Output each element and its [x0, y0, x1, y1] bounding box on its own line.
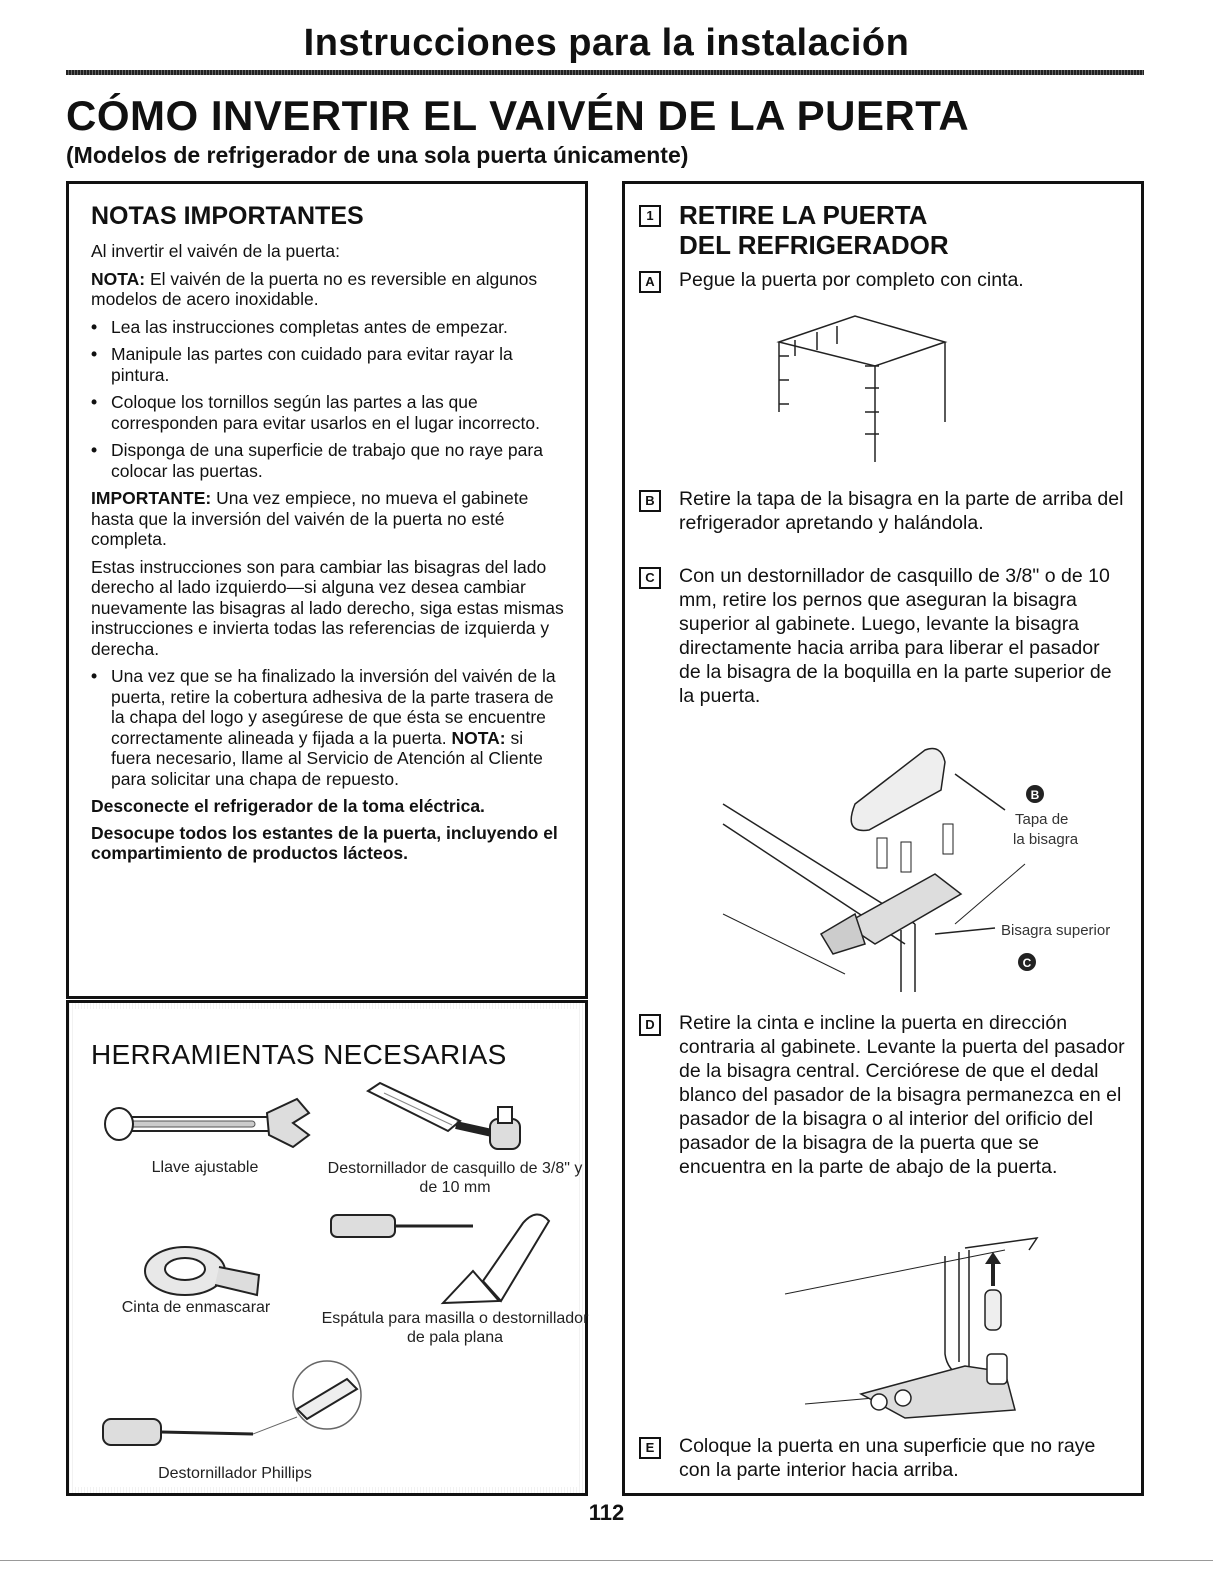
nut-driver-icon	[360, 1081, 540, 1161]
subtitle: (Modelos de refrigerador de una sola puerta únicamente)	[66, 142, 689, 168]
substep-letter: A	[639, 271, 661, 293]
importante-text: Una vez empiece, no mueva el gabinete hasta que la inversión del vaivén de la puerta no esté completa.	[91, 488, 529, 549]
substep-letter: D	[639, 1014, 661, 1036]
main-title: CÓMO INVERTIR EL VAIVÉN DE LA PUERTA	[66, 92, 970, 139]
substep-text: Con un destornillador de casquillo de 3/8" o de 10 mm, retire los pernos que aseguran la bisagra superior al gabinete. Luego, levante la bisagra directamente hacia arriba para liberar el pasador de la bisagra de la boquilla en la parte superior de la puerta.	[679, 565, 1112, 707]
putty-knife-icon	[323, 1201, 553, 1311]
notes-nota	[91, 269, 567, 310]
bullet-text: Lea las instrucciones completas antes de empezar.	[111, 316, 508, 337]
step-number: 1	[639, 205, 661, 227]
list-item: • Coloque los tornillos según las partes a las que corresponden para evitar usarlos en el lugar incorrecto.	[91, 392, 567, 433]
steps-box	[622, 181, 1144, 1496]
bullet-text: si fuera necesario, llame al Servicio de Atención al Cliente para solicitar una chapa de repuesto.	[111, 727, 543, 789]
nota-label: NOTA:	[91, 268, 146, 289]
importante-label: IMPORTANTE:	[91, 488, 212, 508]
step-heading-line1: RETIRE LA PUERTA	[679, 200, 928, 230]
step-heading-line2: DEL REFRIGERADOR	[679, 230, 949, 260]
tools-box	[66, 1000, 588, 1496]
section-title: Instrucciones para la instalación	[303, 22, 910, 64]
notes-intro: Al invertir el vaivén de la puerta:	[91, 241, 341, 261]
important-notes-box	[66, 181, 588, 999]
putty-knife-label: Espátula para masilla o destornillador de pala plana	[321, 1310, 589, 1346]
phillips-label: Destornillador Phillips	[158, 1465, 312, 1482]
list-item: • Una vez que se ha finalizado la inversión del vaivén de la puerta, retire la cobertura adhesiva de la parte trasera de la chapa del logo y asegúrese de que ésta se encuentre correctamente alineada y fijada a la puerta. NOTA: si fuera necesario, llame al Servicio de Atención al Cliente para solicitar una chapa de repuesto.	[91, 666, 556, 789]
notes-paragraph: Estas instrucciones son para cambiar las bisagras del lado derecho al lado izquierdo—si alguna vez desea cambiar nuevamente las bisagras al lado derecho, siga estas mismas instrucciones e invierta todas las referencias de izquierda y derecha.	[91, 556, 564, 659]
title-rule	[66, 70, 1144, 75]
diagram-label-top-hinge: Bisagra superior	[1001, 922, 1111, 939]
tape-label: Cinta de enmascarar	[121, 1299, 271, 1316]
substep-d	[639, 1011, 1125, 1179]
diagram-label-hinge-cap-1: Tapa de	[1015, 811, 1069, 828]
bullet-text: Coloque los tornillos según las partes a las que corresponden para evitar usarlos en el lugar incorrecto.	[111, 392, 540, 433]
nut-driver-label: Destornillador de casquillo de 3/8" y de 10 mm	[327, 1160, 583, 1196]
substep-c	[639, 564, 1125, 708]
substep-letter: C	[639, 567, 661, 589]
bottom-rule	[0, 1560, 1213, 1561]
nota-text: El vaivén de la puerta no es reversible en algunos modelos de acero inoxidable.	[91, 268, 538, 309]
door-pin-diagram	[765, 1234, 1075, 1424]
notes-heading: NOTAS IMPORTANTES	[91, 202, 364, 230]
substep-text: Pegue la puerta por completo con cinta.	[679, 269, 1024, 291]
warning-empty-shelves: Desocupe todos los estantes de la puerta, incluyendo el compartimiento de productos lácteos.	[91, 822, 558, 863]
notes-importante	[91, 488, 567, 550]
nota-label: NOTA:	[451, 727, 506, 748]
substep-letter: E	[639, 1437, 661, 1459]
step-1-heading	[639, 200, 1125, 260]
bullet-text: Disponga de una superficie de trabajo que no raye para colocar las puertas.	[111, 440, 543, 481]
substep-text: Retire la cinta e incline la puerta en dirección contraria al gabinete. Levante la puerta del pasador de la bisagra central. Cerciórese de que el dedal blanco del pasador de la bisagra permanezca en el pasador de la bisagra o al interior del orificio del pasador de la bisagra de la puerta que se encuentra en la parte de abajo de la puerta.	[679, 1012, 1125, 1178]
diagram-callout-c: C	[1022, 956, 1032, 970]
substep-text: Coloque la puerta en una superficie que no raye con la parte interior hacia arriba.	[679, 1435, 1096, 1481]
taped-door-diagram	[765, 312, 965, 462]
substep-letter: B	[639, 490, 661, 512]
top-hinge-diagram	[705, 744, 1145, 994]
substep-text: Retire la tapa de la bisagra en la parte de arriba del refrigerador apretando y halándola.	[679, 488, 1124, 534]
substep-a	[639, 268, 1125, 293]
list-item: • Manipule las partes con cuidado para evitar rayar la pintura.	[91, 344, 567, 385]
diagram-callout-b: B	[1030, 788, 1040, 802]
list-item: • Disponga de una superficie de trabajo que no raye para colocar las puertas.	[91, 440, 567, 481]
bullet-text: Una vez que se ha finalizado la inversión del vaivén de la puerta, retire la cobertura adhesiva de la parte trasera de la chapa del logo y asegúrese de que ésta se encuentre correctamente alineada y fijada a la puerta.	[111, 666, 556, 748]
warning-unplug: Desconecte el refrigerador de la toma eléctrica.	[91, 796, 485, 816]
substep-b	[639, 487, 1125, 535]
bullet-text: Manipule las partes con cuidado para evitar rayar la pintura.	[111, 344, 513, 385]
wrench-label: Llave ajustable	[151, 1159, 259, 1176]
page-number: 112	[588, 1500, 625, 1525]
diagram-label-hinge-cap-2: la bisagra	[1013, 831, 1079, 848]
substep-e	[639, 1434, 1125, 1482]
adjustable-wrench-icon	[97, 1095, 317, 1155]
tools-heading: HERRAMIENTAS NECESARIAS	[91, 1039, 507, 1070]
phillips-screwdriver-icon	[93, 1359, 383, 1469]
list-item: • Lea las instrucciones completas antes de empezar.	[91, 316, 508, 337]
